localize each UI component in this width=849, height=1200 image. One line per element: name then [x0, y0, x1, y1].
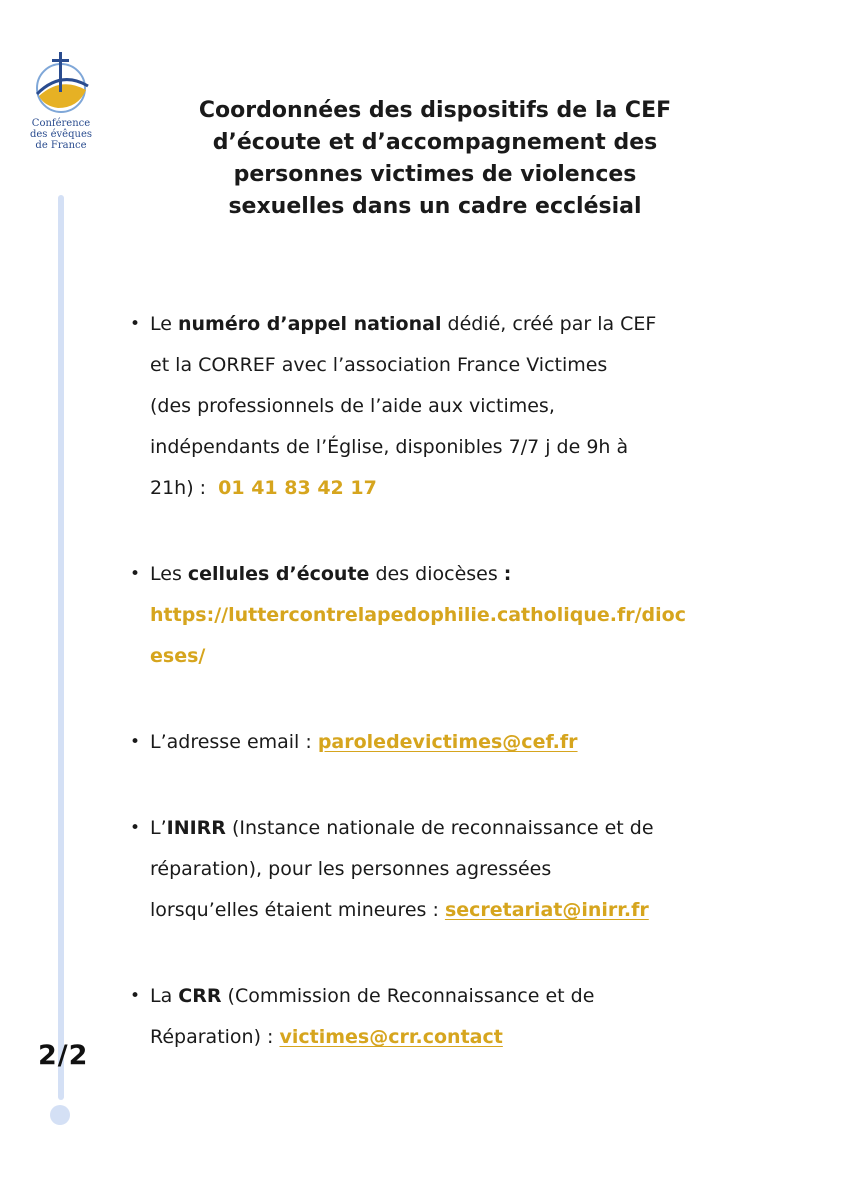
text: (Commission de Reconnaissance et de — [221, 985, 595, 1007]
text-line — [150, 554, 750, 595]
list-item-cellules — [130, 554, 750, 677]
list-item-inirr — [130, 808, 750, 931]
text: La — [150, 985, 179, 1007]
text-line: et la CORREF avec l’association France Victimes — [150, 354, 608, 376]
text-line: indépendants de l’Église, disponibles 7/7 j de 9h à — [150, 436, 629, 458]
text: 21h) : — [150, 477, 219, 499]
contact-list — [130, 304, 750, 1058]
crr-email-link[interactable]: victimes@crr.contact — [279, 1026, 503, 1048]
page-number: 2/2 — [38, 1040, 89, 1071]
text-line — [150, 976, 750, 1017]
list-item-email — [130, 722, 750, 763]
cef-emblem-icon — [28, 50, 94, 116]
bold-text: INIRR — [166, 817, 226, 839]
text: L’adresse email : — [150, 731, 318, 753]
bold-text: numéro d’appel national — [177, 313, 442, 335]
list-item-crr — [130, 976, 750, 1058]
bold-text: CRR — [178, 985, 222, 1007]
text: Le — [150, 313, 178, 335]
dioceses-url-link[interactable]: https://luttercontrelapedophilie.catholique.fr/dioc — [150, 604, 686, 626]
timeline-dot — [50, 1105, 70, 1125]
text: dédié, créé par la CEF — [441, 313, 657, 335]
title-line: Coordonnées des dispositifs de la CEF — [198, 98, 672, 123]
logo-text — [22, 118, 100, 151]
bullet: • — [130, 564, 141, 584]
list-item-national-number — [130, 304, 750, 509]
spacer — [130, 931, 750, 976]
inirr-email-link[interactable]: secretariat@inirr.fr — [444, 899, 649, 921]
text-line: réparation), pour les personnes agressées — [150, 858, 552, 880]
logo-text-line: des évêques — [29, 129, 92, 140]
text: lorsqu’elles étaient mineures : — [150, 899, 445, 921]
bullet: • — [130, 818, 141, 838]
text-line — [150, 1017, 750, 1058]
text-line — [150, 722, 750, 763]
text-line — [150, 808, 750, 849]
bullet: • — [130, 314, 141, 334]
text-line: (des professionnels de l’aide aux victimes, — [150, 395, 555, 417]
text: (Instance nationale de reconnaissance et de — [225, 817, 654, 839]
bold-text: cellules d’écoute — [187, 563, 370, 585]
text-line — [150, 890, 750, 931]
text: Les — [150, 563, 188, 585]
title-line: sexuelles dans un cadre ecclésial — [228, 194, 642, 219]
spacer — [130, 509, 750, 554]
text-line — [150, 304, 750, 345]
title-line: d’écoute et d’accompagnement des — [212, 130, 658, 155]
text: L’ — [150, 817, 167, 839]
bullet: • — [130, 986, 141, 1006]
page-title — [140, 95, 730, 223]
text: Réparation) : — [150, 1026, 280, 1048]
bullet: • — [130, 732, 141, 752]
text: des diocèses — [369, 563, 504, 585]
bold-text: : — [503, 563, 512, 585]
spacer — [130, 763, 750, 808]
timeline-line — [58, 195, 64, 1100]
email-link[interactable]: paroledevictimes@cef.fr — [317, 731, 578, 753]
phone-number[interactable]: 01 41 83 42 17 — [218, 477, 377, 499]
logo-text-line: Conférence — [31, 118, 91, 129]
title-line: personnes victimes de violences — [233, 162, 637, 187]
spacer — [130, 677, 750, 722]
cef-logo — [22, 50, 100, 170]
dioceses-url-link[interactable]: eses/ — [150, 645, 206, 667]
logo-text-line: de France — [35, 140, 87, 151]
text-line — [150, 468, 750, 509]
